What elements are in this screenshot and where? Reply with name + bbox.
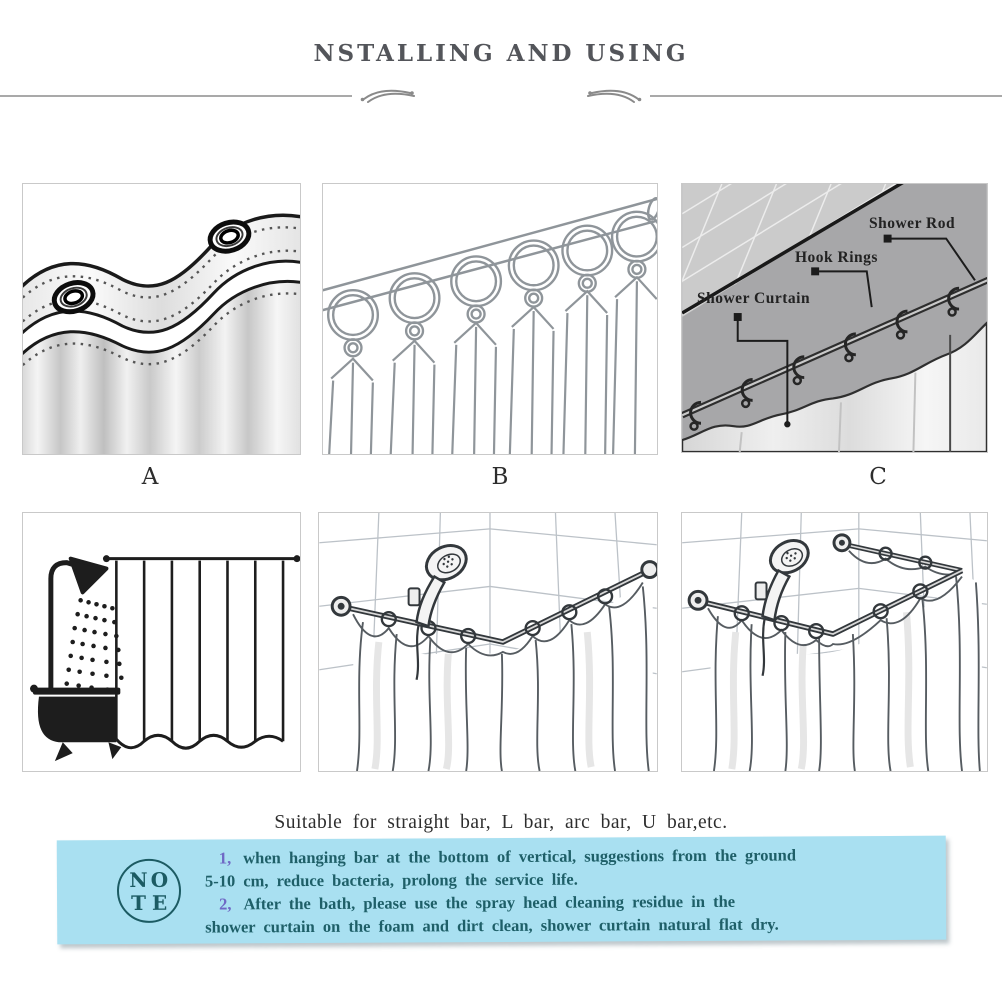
panel-label-a: A xyxy=(141,464,159,490)
ornamental-divider xyxy=(0,86,1002,106)
panel-u-bar xyxy=(681,512,988,772)
note-letter: E xyxy=(151,890,168,915)
note-item-number: 2, xyxy=(219,894,232,914)
shower-rod-label: Shower Rod xyxy=(869,215,956,232)
note-item-line: when hanging bar at the bottom of vertical, suggestions from the ground xyxy=(243,845,797,868)
note-item-number: 1, xyxy=(218,848,232,868)
note-emblem-icon xyxy=(117,859,181,923)
curtain-grommet-illustration xyxy=(23,184,300,454)
note-item-1-cont: 5-10 cm, reduce bacteria, prolong the service life. xyxy=(204,869,578,891)
page-title: NSTALLING AND USING xyxy=(313,40,689,67)
note-letter: N xyxy=(129,867,148,892)
note-text xyxy=(205,843,965,939)
panel-corner-bar xyxy=(318,512,658,772)
hook-rings-illustration xyxy=(323,184,657,454)
panel-b-hook-rings xyxy=(322,183,658,455)
swirl-ornament-icon xyxy=(358,87,420,105)
corner-bar-illustration xyxy=(319,513,657,771)
bathtub-shower-pictogram xyxy=(23,513,300,771)
swirl-ornament-icon xyxy=(582,87,644,105)
hook-rings-label: Hook Rings xyxy=(795,249,878,266)
note-letter: T xyxy=(131,890,147,915)
note-banner xyxy=(57,836,947,945)
divider-line-left xyxy=(0,95,352,97)
note-item-line: After the bath, please use the spray head cleaning residue in the xyxy=(243,891,736,914)
panel-label-c: C xyxy=(869,464,887,490)
panel-label-b: B xyxy=(491,464,509,490)
note-letter: O xyxy=(150,867,169,892)
divider-line-right xyxy=(650,95,1002,97)
shower-curtain-label: Shower Curtain xyxy=(697,290,811,307)
panel-a-grommet-detail xyxy=(22,183,301,455)
panel-straight-bar-tub xyxy=(22,512,301,772)
suitability-caption: Suitable for straight bar, L bar, arc bar, U bar,etc. xyxy=(274,811,728,833)
note-item-2-cont: shower curtain on the foam and dirt clean, shower curtain natural flat dry. xyxy=(205,914,779,937)
u-bar-illustration xyxy=(682,513,987,771)
